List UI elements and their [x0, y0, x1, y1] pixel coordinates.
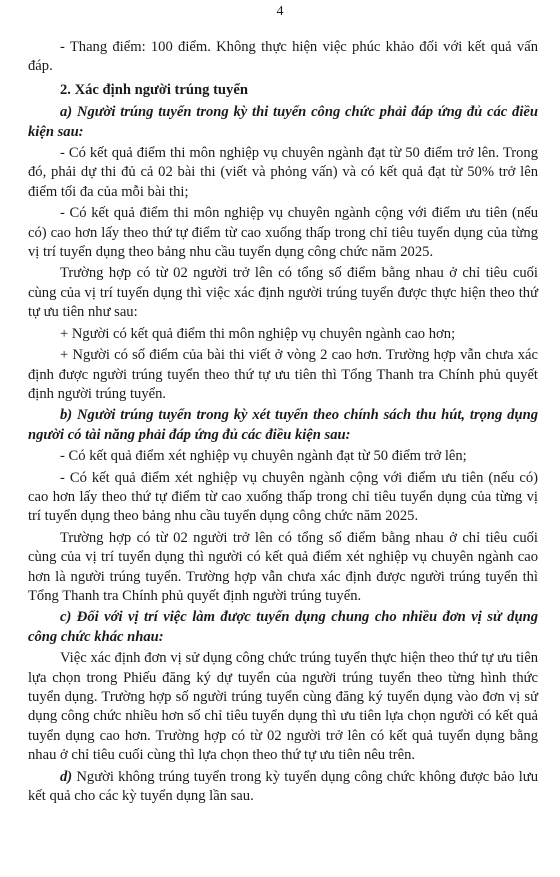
subsection-d-text: Người không trúng tuyển trong kỳ tuyển dụng công chức không được bảo lưu kết quả cho các kỳ tuyển dụng lần sau.: [28, 768, 538, 805]
subsection-a-heading: a) Người trúng tuyển trong kỳ thi tuyển công chức phải đáp ứng đủ các điều kiện sau:: [28, 104, 538, 140]
document-body: [28, 38, 538, 808]
paragraph: - Có kết quả điểm thi môn nghiệp vụ chuyên ngành đạt từ 50 điểm trở lên. Trong đó, phải dự thi đủ cả 02 bài thi (viết và phỏng vấn) và có kết quả đạt từ 50% trở lên điểm tối đa của mỗi bài thi;: [28, 145, 538, 200]
subsection-c-heading: c) Đối với vị trí việc làm được tuyển dụng chung cho nhiều đơn vị sử dụng công chức khác nhau:: [28, 609, 538, 645]
paragraph: Trường hợp có từ 02 người trở lên có tổng số điểm bằng nhau ở chỉ tiêu cuối cùng của vị trí tuyển dụng thì việc xác định người trúng tuyển được thực hiện theo thứ tự ưu tiên như sau:: [28, 265, 538, 321]
paragraph: Việc xác định đơn vị sử dụng công chức trúng tuyển thực hiện theo thứ tự ưu tiên lựa chọn trong Phiếu đăng ký dự tuyển của người trúng tuyển theo từng hình thức tuyển dụng. Trường hợp số người trúng tuyển cùng đăng ký tuyển dụng vào đơn vị sử dụng công chức nhiều hơn số chỉ tiêu tuyển dụng thì ưu tiên lựa chọn người có kết quả tuyển dụng cao hơn. Trường hợp có từ 02 người trở lên có kết quả tuyển dụng bằng nhau ở chỉ tiêu cuối cùng thì lựa chọn theo thứ tự ưu tiên nêu trên.: [28, 650, 538, 764]
paragraph: + Người có kết quả điểm thi môn nghiệp vụ chuyên ngành cao hơn;: [60, 325, 456, 342]
paragraph: - Có kết quả điểm thi môn nghiệp vụ chuyên ngành cộng với điểm ưu tiên (nếu có) cao hơn lấy theo thứ tự điểm từ cao xuống thấp trong chỉ tiêu tuyển dụng của từng vị trí tuyển dụng theo bảng nhu cầu tuyển dụng công chức năm 2025.: [28, 205, 538, 261]
paragraph: - Có kết quả điểm xét nghiệp vụ chuyên ngành đạt từ 50 điểm trở lên;: [60, 448, 467, 465]
paragraph: - Có kết quả điểm xét nghiệp vụ chuyên ngành cộng với điểm ưu tiên (nếu có) cao hơn lấy theo thứ tự điểm từ cao xuống thấp trong chỉ tiêu tuyển dụng của từng vị trí tuyển dụng theo bảng nhu cầu tuyển dụng công chức năm 2025.: [28, 469, 538, 525]
paragraph: + Người có số điểm của bài thi viết ở vòng 2 cao hơn. Trường hợp vẫn chưa xác định được người trúng tuyển theo thứ tự ưu tiên thì Tổng Thanh tra Chính phủ quyết định người trúng tuyển.: [28, 347, 538, 402]
subsection-b-heading: b) Người trúng tuyển trong kỳ xét tuyển theo chính sách thu hút, trọng dụng người có tài năng phải đáp ứng đủ các điều kiện sau:: [28, 407, 538, 443]
paragraph: Trường hợp có từ 02 người trở lên có tổng số điểm bằng nhau ở chỉ tiêu cuối cùng của vị trí tuyển dụng thì người có kết quả điểm xét nghiệp vụ chuyên ngành cao hơn là người trúng tuyển. Trường hợp vẫn chưa xác định được người trúng tuyển thì Tổng Thanh tra Chính phủ quyết định người trúng tuyển.: [28, 529, 538, 604]
section-heading: 2. Xác định người trúng tuyển: [60, 81, 248, 98]
paragraph-score-scale: - Thang điểm: 100 điểm. Không thực hiện việc phúc khảo đối với kết quả vấn đáp.: [28, 39, 538, 75]
page-number: 4: [276, 4, 284, 19]
subsection-d-label: d): [60, 768, 73, 785]
paragraph-d: [28, 768, 538, 807]
